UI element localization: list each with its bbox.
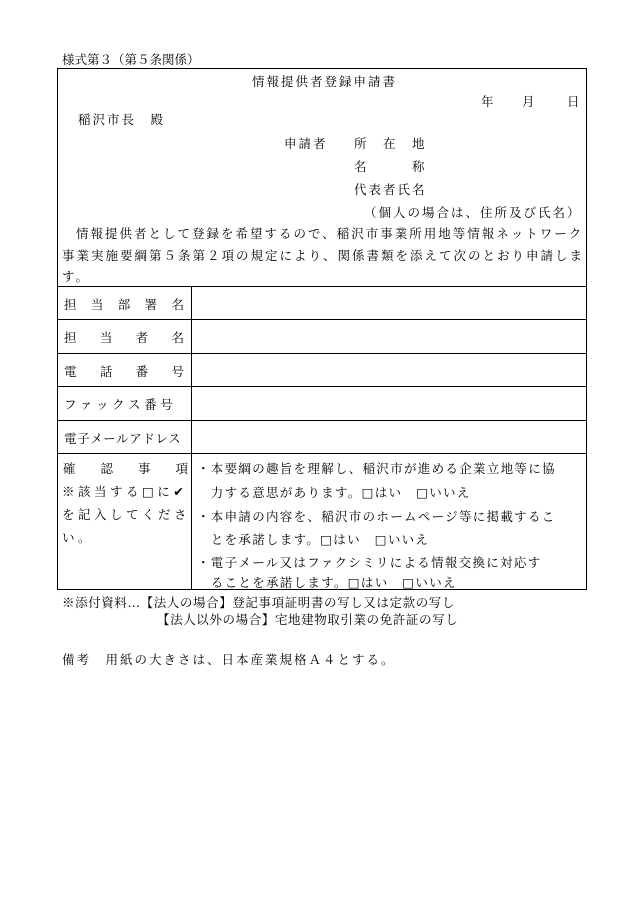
field-label-email: 電子メールアドレス (64, 431, 182, 446)
form-number: 様式第３（第５条関係） (62, 52, 200, 67)
date-month: 月 (522, 94, 535, 109)
table-column-divider (191, 286, 192, 590)
confirmation-label: 確 認 事 項 (63, 461, 189, 476)
field-value-phone[interactable] (196, 362, 581, 382)
body-line-3: す。 (62, 269, 91, 284)
confirmation-item-1-line-2[interactable]: 力する意思があります。□はい □いいえ (197, 485, 471, 500)
confirmation-instruction-2: を記入してくださ (62, 507, 191, 522)
field-value-email[interactable] (196, 429, 581, 449)
form-title: 情報提供者登録申請書 (252, 74, 398, 89)
addressee: 稲沢市長 殿 (78, 112, 166, 127)
field-label-department: 担 当 部 署 名 (64, 297, 184, 312)
body-line-2: 事業実施要綱第５条第２項の規定により、関係書類を添えて次のとおり申請しま (62, 248, 585, 263)
applicant-representative-label: 代表者氏名 (354, 182, 427, 197)
table-rule (57, 319, 587, 320)
confirmation-item-1-line-1: ・本要綱の趣旨を理解し、稲沢市が進める企業立地等に協 (197, 461, 556, 476)
date-year: 年 (481, 94, 494, 109)
field-value-person-in-charge[interactable] (196, 328, 581, 348)
remarks: 備考 用紙の大きさは、日本産業規格Ａ４とする。 (62, 652, 396, 667)
field-label-person-in-charge: 担 当 者 名 (64, 330, 184, 345)
field-label-phone: 電 話 番 号 (64, 364, 184, 379)
confirmation-item-2-line-2[interactable]: とを承諾します。□はい □いいえ (197, 532, 430, 547)
table-rule (57, 353, 587, 354)
applicant-label: 申請者 (284, 136, 328, 151)
confirmation-item-3-line-1: ・電子メール又はファクシミリによる情報交換に対応す (197, 555, 542, 570)
attachments-line-1: ※添付資料…【法人の場合】登記事項証明書の写し又は定款の写し (62, 595, 456, 610)
table-rule (57, 420, 587, 421)
applicant-name-label: 名 称 (354, 159, 427, 174)
table-rule (57, 286, 587, 287)
field-value-department[interactable] (196, 295, 581, 315)
date-day: 日 (567, 94, 580, 109)
confirmation-item-2-line-1: ・本申請の内容を、稲沢市のホームページ等に掲載するこ (197, 509, 556, 524)
confirmation-item-3-line-2[interactable]: ることを承諾します。□はい □いいえ (197, 575, 457, 590)
field-value-fax[interactable] (196, 395, 581, 415)
confirmation-instruction-3: い。 (62, 530, 95, 545)
table-rule (57, 386, 587, 387)
individual-note: （個人の場合は、住所及び氏名） (364, 205, 582, 220)
attachments-line-2: 【法人以外の場合】宅地建物取引業の免許証の写し (157, 612, 459, 627)
table-rule (57, 453, 587, 454)
applicant-address-label: 所 在 地 (354, 136, 427, 151)
confirmation-instruction-1: ※該当する□に✔ (62, 484, 188, 499)
field-label-fax: ファックス番号 (64, 397, 177, 412)
body-line-1: 情報提供者として登録を希望するので、稲沢市事業所用地等情報ネットワーク (76, 226, 584, 241)
